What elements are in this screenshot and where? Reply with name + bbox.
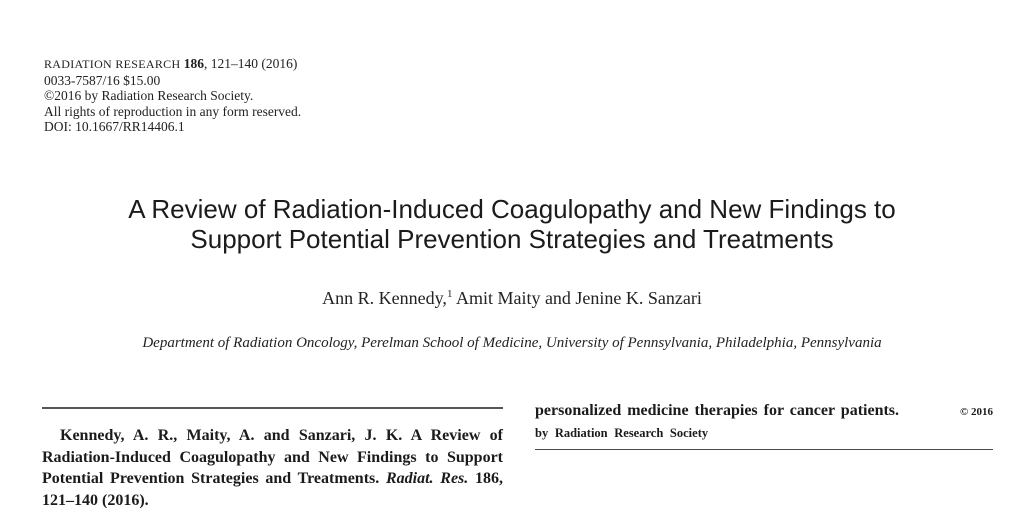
journal-volume: 186	[183, 56, 205, 71]
journal-header	[44, 56, 301, 135]
journal-rights: All rights of reproduction in any form reserved.	[44, 103, 302, 119]
article-title-line2: Support Potential Prevention Strategies and Treatments	[190, 224, 834, 254]
journal-issue-pages: , 121–140 (2016)	[204, 56, 298, 71]
author-list	[0, 288, 1024, 309]
journal-name: RADIATION RESEARCH	[44, 57, 181, 71]
abstract-closing-text: personalized medicine therapies for cancer patients.	[535, 402, 900, 419]
right-column	[535, 402, 993, 450]
author-part1: Ann R. Kennedy,	[322, 288, 447, 308]
citation-text-before: Kennedy, A. R., Maity, A. and Sanzari, J. K. A Review of Radiation-Induced Coagulopathy and New Findings to Support Potential Prevention Strategies and Treatments.	[42, 427, 503, 487]
affiliation: Department of Radiation Oncology, Perelman School of Medicine, University of Pennsylvania, Philadelphia, Pennsylvania	[142, 335, 882, 351]
journal-header-line1	[44, 56, 301, 73]
abstract-separator-rule-right	[535, 449, 993, 450]
journal-copyright: ©2016 by Radiation Research Society.	[44, 88, 254, 104]
abstract-separator-rule-left	[42, 407, 503, 409]
author-footnote-marker: 1	[446, 288, 453, 300]
abstract-copyright: © 2016	[960, 406, 993, 418]
left-column	[42, 407, 503, 508]
author-part2: Amit Maity and Jenine K. Sanzari	[452, 288, 702, 308]
citation-journal-abbrev: Radiat. Res.	[385, 470, 469, 487]
journal-issn-price: 0033-7587/16 $15.00	[44, 72, 161, 88]
article-title-line1: A Review of Radiation-Induced Coagulopathy and New Findings to	[128, 194, 896, 224]
abstract-society-line: by Radiation Research Society	[535, 426, 709, 440]
journal-doi: DOI: 10.1667/RR14406.1	[44, 119, 185, 135]
citation-text-after: 186, 121–140 (2016).	[42, 470, 504, 508]
article-title	[0, 194, 1024, 254]
citation-block	[42, 425, 503, 508]
abstract-last-line	[535, 402, 993, 420]
